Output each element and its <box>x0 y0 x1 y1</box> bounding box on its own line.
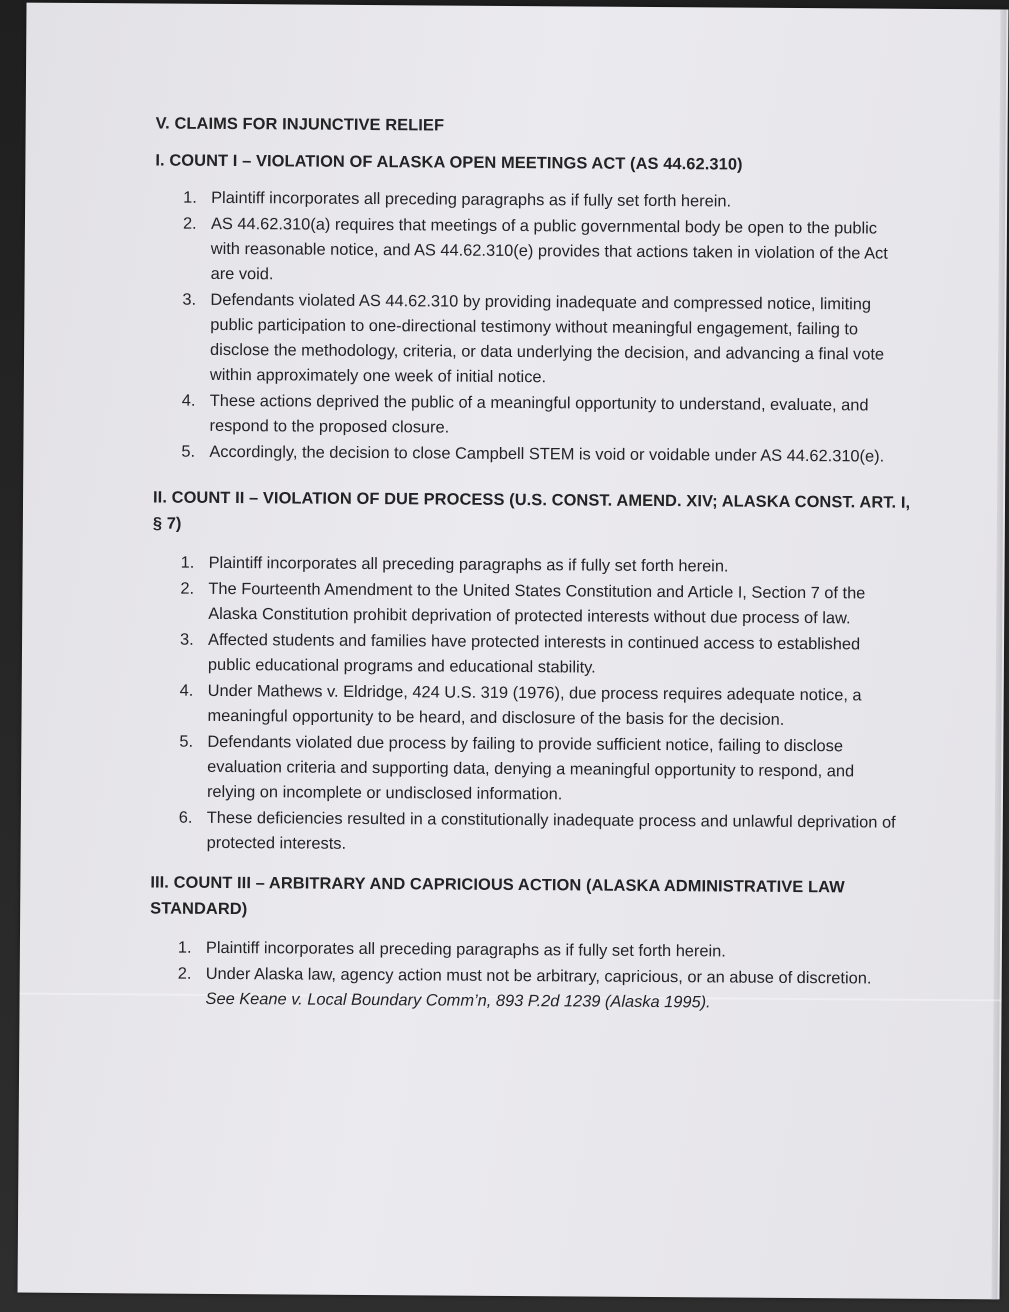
item-text: Defendants violated AS 44.62.310 by providing inadequate and compressed notice, limiting public participation to one-directional testimony without meaningful engagement, failing to disclose the methodology, criteria, or data underlying the decision, and advancing a final vote within approximately one week of initial notice. <box>209 290 885 387</box>
item-text: Affected students and families have protected interests in continued access to established public educational programs and educational stability. <box>207 630 861 677</box>
item-number: 3. <box>182 290 197 309</box>
item-number: 2. <box>180 579 195 598</box>
list-item <box>181 389 923 444</box>
item-number: 4. <box>181 391 196 410</box>
item-text: Under Mathews v. Eldridge, 424 U.S. 319 (1976), due process requires adequate notice, a meaningful opportunity to be heard, and disclosure of the basis for the decision. <box>207 681 862 729</box>
list-item <box>179 679 921 734</box>
list-item <box>177 962 919 1017</box>
list-item <box>180 577 922 632</box>
list-item <box>179 730 922 810</box>
page-edge <box>991 9 1006 1299</box>
item-number: 1. <box>177 938 192 957</box>
count-3-heading: III. COUNT III – ARBITRARY AND CAPRICIOUS ACTION (ALASKA ADMINISTRATIVE LAW STANDARD) <box>150 873 845 919</box>
item-number: 3. <box>180 630 194 649</box>
list-item <box>181 440 923 470</box>
item-number: 2. <box>182 214 197 233</box>
list-item <box>182 288 925 393</box>
count-3-list <box>149 935 920 1016</box>
list-item <box>179 806 921 861</box>
item-number: 4. <box>179 681 194 700</box>
item-number: 6. <box>178 808 193 827</box>
item-number: 1. <box>180 553 195 572</box>
item-number: 5. <box>181 442 196 461</box>
item-text: AS 44.62.310(a) requires that meetings of a public governmental body be open to the public with reasonable notice, and AS 44.62.310(e) provides that actions taken in violation of the Act are void. <box>210 214 888 284</box>
item-text: Plaintiff incorporates all preceding paragraphs as if fully set forth herein. <box>208 553 729 576</box>
count-1-heading: I. COUNT I – VIOLATION OF ALASKA OPEN MEETINGS ACT (AS 44.62.310) <box>155 151 743 174</box>
item-number: 1. <box>183 188 197 207</box>
item-text: Plaintiff incorporates all preceding paragraphs as if fully set forth herein. <box>211 188 732 211</box>
item-text: Plaintiff incorporates all preceding paragraphs as if fully set forth herein. <box>205 938 726 961</box>
list-item <box>183 212 926 292</box>
list-item <box>181 551 923 581</box>
item-text: These actions deprived the public of a meaningful opportunity to understand, evaluate, and respond to the proposed closure. <box>209 391 869 437</box>
item-text: Defendants violated due process by failing to provide sufficient notice, failing to disclose evaluation criteria and supporting data, denying a meaningful opportunity to respond, and relying on incomplete or undisclosed information. <box>206 732 855 804</box>
item-text: The Fourteenth Amendment to the United States Constitution and Article I, Section 7 of the Alaska Constitution prohibit deprivation of protected interests without due process of law. <box>208 579 866 628</box>
item-text: These deficiencies resulted in a constitutionally inadequate process and unlawful deprivation of protected interests. <box>206 808 896 853</box>
count-2-heading: II. COUNT II – VIOLATION OF DUE PROCESS (U.S. CONST. AMEND. XIV; ALASKA CONST. ART. I, § 7) <box>152 488 911 533</box>
case-citation: See Keane v. Local Boundary Comm’n, 893 P.2d 1239 (Alaska 1995). <box>205 989 711 1012</box>
list-item <box>180 628 922 683</box>
count-1-list <box>153 185 925 469</box>
count-2-list <box>151 550 923 860</box>
section-heading: V. CLAIMS FOR INJUNCTIVE RELIEF <box>155 114 445 135</box>
item-text-with-citation <box>205 962 919 1017</box>
item-text: Under Alaska law, agency action must not be arbitrary, capricious, or an abuse of discretion. <box>205 964 872 988</box>
item-text: Accordingly, the decision to close Campbell STEM is void or voidable under AS 44.62.310(e). <box>209 442 885 466</box>
list-item <box>178 936 920 966</box>
item-number: 2. <box>177 964 192 983</box>
item-number: 5. <box>179 732 194 751</box>
document-page <box>18 3 1009 1300</box>
list-item <box>183 186 925 216</box>
document-body <box>149 111 925 1017</box>
